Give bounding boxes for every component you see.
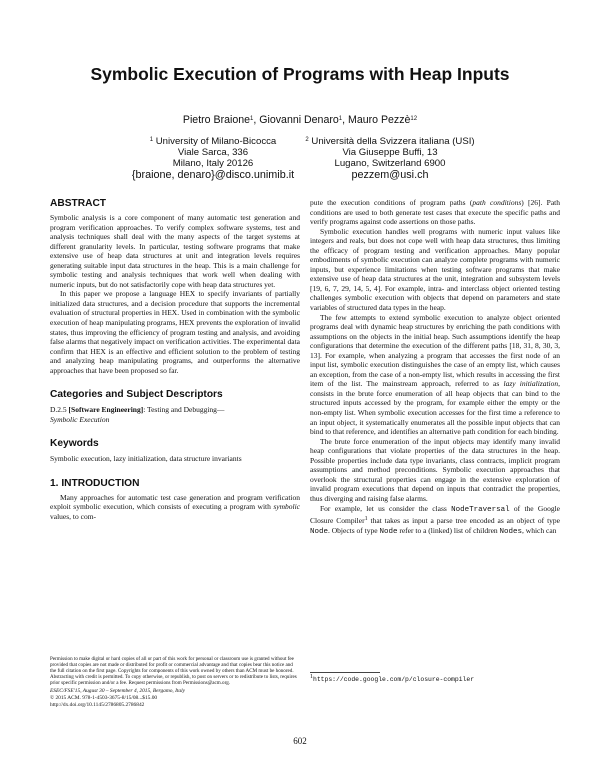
footnote-mark: 1 [364, 516, 368, 523]
author-name: Pietro Braione [182, 114, 251, 126]
conference-line: ESEC/FSE'15, August 30 – September 4, 2015, Bergamo, Italy [50, 688, 186, 695]
affiliation-1 [128, 135, 298, 182]
abstract-paragraph: Symbolic analysis is a core component of many automatic test generation and program verification approaches. To verify complex software systems, test and analysis techniques shall deal with the many aspects of the target systems at different granularity levels. In particular, testing software programs that make extensive use of heap data structures at unit and integration levels requires generating suitable input data structures in the heap. This is a main challenge for symbolic testing and analysis techniques that work well when dealing with numeric inputs, but do not satisfactorily cope with heap data structures yet. [50, 213, 300, 289]
affiliation-mark: 2 [305, 137, 309, 143]
code-identifier: NodeTraversal [451, 505, 510, 514]
affiliation-mark: 1 [338, 116, 343, 122]
left-column [50, 198, 300, 522]
category-rest: : Testing and Debugging— [143, 405, 225, 415]
footnote-mark: 1 [310, 674, 313, 680]
permission-text: Permission to make digital or hard copies of all or part of this work for personal or classroom use is granted without fee provided that copies are not made or distributed for profit or commercial advantage and that copies bear this notice and the full citation on the first page. Copyrights for components of this work owned by others than ACM must be honored. Abstracting with credit is permitted. To copy otherwise, or republish, to post on servers or to redistribute to lists, requires prior specific permission and/or a fee. Request permissions from Permissions@acm.org. [50, 656, 297, 687]
affiliation-line: University of Milano-Bicocca [155, 136, 277, 147]
abstract-paragraph: In this paper we propose a language HEX to specify invariants of partially initialized data structures, and a decision procedure that supports the incremental evaluation of structural properties in HEX. Used in combination with the symbolic execution of heap manipulating programs, HEX prevents the exploration of invalid states, thus improving the efficiency of program testing and analysis, and avoiding false alarms that negatively impact on verification activities. The experimental data confirm that HEX is an effective and efficient solution to the problem of testing and analyzing heap manipulating programs, and outperforms the alternative approaches that have been proposed so far. [50, 289, 300, 375]
categories-text [50, 405, 300, 424]
affiliation-mark: 12 [410, 116, 418, 122]
intro-paragraph: Many approaches for automatic test case generation and program verification exploit symbolic execution, which consists of executing a program with symbolic values, to com- [50, 492, 300, 522]
affiliation-2 [300, 135, 480, 182]
affiliation-line: Lugano, Switzerland 6900 [334, 158, 446, 169]
affiliation-line: Viale Sarca, 336 [177, 147, 249, 158]
author-name: Mauro Pezzè [348, 114, 411, 126]
affiliation-mark: 1 [250, 116, 254, 122]
permission-block [50, 656, 300, 709]
affiliation-line: Università della Svizzera italiana (USI) [311, 136, 475, 147]
code-identifier: Node [379, 527, 398, 536]
categories-heading: Categories and Subject Descriptors [50, 389, 223, 401]
affiliation-line: Milano, Italy 20126 [172, 158, 254, 169]
affiliation-line: Via Giuseppe Buffi, 13 [342, 147, 438, 158]
keywords-text: Symbolic execution, lazy initialization, data structure invariants [50, 454, 242, 464]
right-column [310, 198, 560, 537]
affiliation-email: {braione, denaro}@disco.unimib.it [131, 169, 295, 181]
author-line: Pietro Braione$^1$, Giovanni Denaro$^1$, Mauro Pezzè$^{12}$ [182, 114, 418, 126]
body-paragraph: For example, let us consider the class NodeTraversal of the Google Closure Compiler$^1$ that takes as input a parse tree encoded as an object of type Node. Objects of type Node refer to a (linked) list of children Nodes, which can [310, 503, 560, 536]
doi-link[interactable]: http://dx.doi.org/10.1145/2786805.2786842 [50, 702, 145, 709]
affiliation-email: pezzem@usi.ch [351, 169, 429, 181]
copyright-line: © 2015 ACM. 978-1-4503-3675-8/15/08...$15.00 [50, 695, 158, 702]
body-paragraph: pute the execution conditions of program paths (path conditions) [26]. Path conditions are used to both generate test cases that execute the specific paths and verify programs against code assertions on those paths. [310, 198, 560, 227]
category-sub: Symbolic Execution [50, 414, 110, 424]
code-identifier: Nodes [499, 527, 523, 536]
category-label: [Software Engineering] [68, 405, 144, 415]
body-paragraph: The few attempts to extend symbolic execution to analyze object oriented programs deal with dynamic heap structures by enriching the path conditions with assumptions on the objects in the initial heap. Such assumptions identify the heap configurations that determine the execution of the different paths [18, 31, 8, 30, 3, 13]. For example, when analyzing a program that accesses the first node of an input list, symbolic execution distinguishes the case of an empty list, which causes an exception, from the case of a non-empty list, which results in accessing the first item of the list. The mainstream approach, referred to as lazy initialization, consists in the brute force enumeration of all heap objects that can bind to the structured inputs accessed by the program, for example either the empty or the non-empty list. When symbolic execution accesses for the first time a reference to an input object, it systematically enumerates all the possible input objects that can bind to that reference, and identifies an alternative path condition for each binding. [310, 312, 560, 437]
category-code: D.2.5 [50, 405, 67, 415]
abstract-heading: ABSTRACT [50, 198, 107, 209]
author-name: Giovanni Denaro [259, 114, 339, 126]
footnote-link[interactable]: https://code.google.com/p/closure-compiler [313, 676, 475, 683]
body-paragraph: Symbolic execution handles well programs with numeric input values like integers and reals, but does not cope well with heap data structures, thus limiting the efficacy of program testing and verification approaches. Many popular embodiments of symbolic execution can analyze complete programs with numeric inputs, but experience limitations when testing software programs that make extensive use of heap data structures at the unit, integration and subsystem levels [19, 6, 7, 29, 14, 5, 4]. For example, intra- and interclass object oriented testing challenges symbolic execution with objects that depend on parameters and state variables of structured data types in the heap. [310, 226, 560, 313]
keywords-heading: Keywords [50, 438, 99, 450]
body-paragraph: The brute force enumeration of the input objects may identify many invalid heap configurations that violate properties of the data structures in the heap. Possible properties include data type invariants, class contracts, implicit program assumptions and method preconditions. Symbolic execution approaches that overlook the structural properties can engage in the extensive exploration of invalid program executions that depend on inputs that contradict the properties, thus diverging and raising false alarms. [310, 436, 560, 503]
code-identifier: Node [310, 527, 329, 536]
affiliation-mark: 1 [149, 137, 154, 143]
page-number: 602 [293, 736, 307, 746]
paper-title: Symbolic Execution of Programs with Heap Inputs [90, 64, 510, 84]
footnote-rule [310, 672, 380, 673]
introduction-heading: 1. INTRODUCTION [50, 477, 140, 489]
footnote [310, 674, 560, 683]
